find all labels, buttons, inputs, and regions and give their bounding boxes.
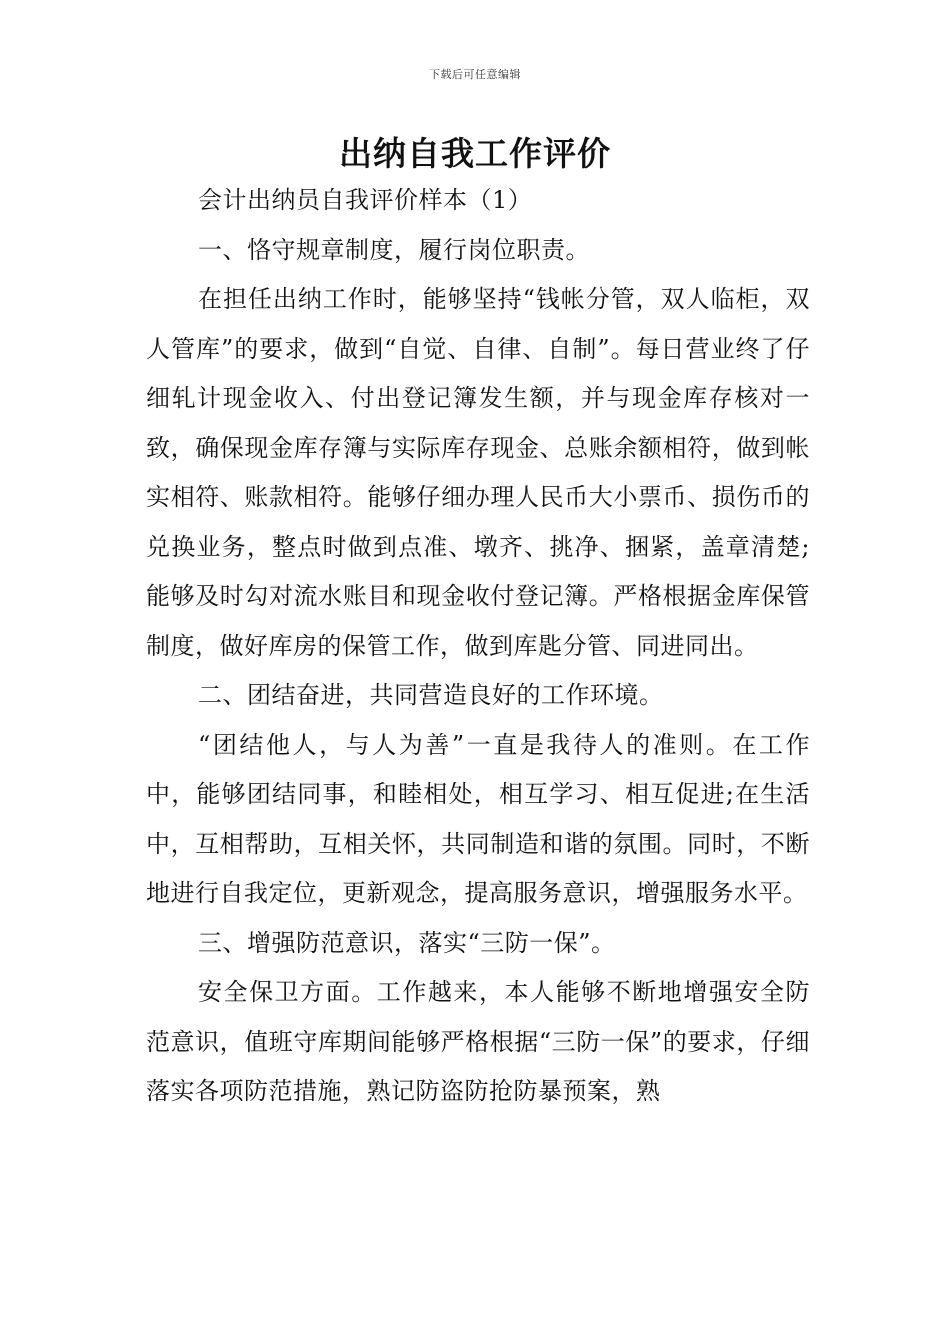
document-body (146, 176, 810, 1117)
document-title: 出纳自我工作评价 (339, 134, 611, 173)
body-paragraph-1: 在担任出纳工作时，能够坚持“钱帐分管，双人临柜，双人管库”的要求，做到“自觉、自律、自制”。每日营业终了仔细轧计现金收入、付出登记簿发生额，并与现金库存核对一致，确保现金库存簿与实际库存现金、总账余额相符，做到帐实相符、账款相符。能够仔细办理人民币大小票币、损伤币的兑换业务，整点时做到点准、墩齐、挑净、捆紧，盖章清楚;能够及时勾对流水账目和现金收付登记簿。严格根据金库保管制度，做好库房的保管工作，做到库匙分管、同进同出。 (146, 285, 810, 660)
section-heading-2: 二、团结奋进，共同营造良好的工作环境。 (198, 681, 664, 709)
section-heading-3: 三、增强防范意识，落实“三防一保”。 (198, 928, 616, 957)
section-heading-1: 一、恪守规章制度，履行岗位职责。 (198, 235, 590, 264)
body-paragraph-2: “团结他人，与人为善”一直是我待人的准则。在工作中，能够团结同事，和睦相处，相互学习、相互促进;在生活中，互相帮助，互相关怀，共同制造和谐的氛围。同时，不断地进行自我定位，更新观念，提高服务意识，增强服务水平。 (146, 730, 810, 907)
subtitle-paragraph: 会计出纳员自我评价样本（1） (198, 186, 533, 214)
header-note: 下载后可任意编辑 (429, 68, 521, 81)
body-paragraph-3: 安全保卫方面。工作越来，本人能够不断地增强安全防范意识，值班守库期间能够严格根据“三防一保”的要求，仔细落实各项防范措施，熟记防盗防抢防暴预案，熟 (146, 978, 810, 1105)
